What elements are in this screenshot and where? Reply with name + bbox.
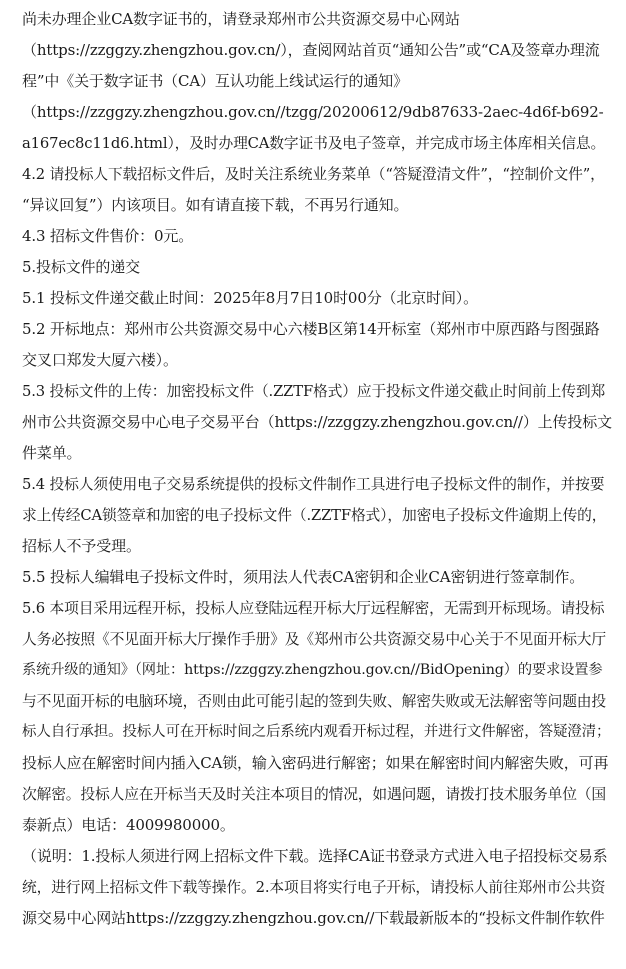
text-line: 4.2 请投标人下载招标文件后，及时关注系统业务菜单（“答疑澄清文件”，“控制价文件”，: [22, 166, 605, 183]
text-line: 交叉口郑发大厦六楼）。: [22, 351, 178, 369]
text-line: 州市公共资源交易中心电子交易平台（https://zzggzy.zhengzhou.gov.cn//）上传投标文: [22, 413, 612, 431]
section-heading: 5.投标文件的递交: [22, 258, 140, 276]
text-line: a167ec8c11d6.html），及时办理CA数字证书及电子签章，并完成市场主体库相关信息。: [22, 135, 606, 152]
text-line: （https://zzggzy.zhengzhou.gov.cn//tzgg/20200612/9db87633-2aec-4d6f-b692-: [22, 103, 604, 121]
text-line: 件菜单。: [22, 444, 82, 462]
text-line: 4.3 招标文件售价：0元。: [22, 227, 194, 245]
text-line: 人务必按照《不见面开标大厅操作手册》及《郑州市公共资源交易中心关于不见面开标大厅: [22, 631, 607, 648]
text-line: （https://zzggzy.zhengzhou.gov.cn/），查阅网站首页“通知公告”或“CA及签章办理流: [22, 41, 600, 59]
text-line: 5.1 投标文件递交截止时间：2025年8月7日10时00分（北京时间）。: [22, 289, 479, 307]
text-line: 泰新点）电话：4009980000。: [22, 816, 235, 834]
text-line: 求上传经CA锁签章和加密的电子投标文件（.ZZTF格式），加密电子投标文件逾期上传的，: [22, 507, 607, 524]
text-line: 次解密。投标人应在开标当天及时关注本项目的情况，如遇问题，请拨打技术服务单位（国: [22, 786, 607, 803]
text-line: “异议回复”）内该项目。如有请直接下载，不再另行通知。: [22, 196, 409, 214]
text-line: 投标人应在解密时间内插入CA锁，输入密码进行解密；如果在解密时间内解密失败，可再: [22, 754, 609, 772]
text-line: 5.3 投标文件的上传：加密投标文件（.ZZTF格式）应于投标文件递交截止时间前上传到郑: [22, 383, 606, 400]
text-line: 统，进行网上招标文件下载等操作。2.本项目将实行电子开标，请投标人前往郑州市公共资: [22, 879, 606, 896]
text-line: 源交易中心网站https://zzggzy.zhengzhou.gov.cn//下载最新版本的“投标文件制作软件: [22, 909, 605, 927]
text-line: 5.6 本项目采用远程开标，投标人应登陆远程开标大厅远程解密，无需到开标现场。请投标: [22, 600, 605, 617]
text-line: 5.5 投标人编辑电子投标文件时，须用法人代表CA密钥和企业CA密钥进行签章制作。: [22, 568, 585, 586]
document-body: [22, 4, 612, 934]
text-line: 5.2 开标地点：郑州市公共资源交易中心六楼B区第14开标室（郑州市中原西路与图强路: [22, 320, 600, 338]
text-line: 招标人不予受理。: [22, 537, 141, 555]
text-line: 5.4 投标人须使用电子交易系统提供的投标文件制作工具进行电子投标文件的制作，并按要: [22, 476, 605, 493]
text-line: 与不见面开标的电脑环境，否则由此可能引起的签到失败、解密失败或无法解密等问题由投: [22, 693, 607, 710]
text-line: 程”中《关于数字证书（CA）互认功能上线试运行的通知》: [22, 72, 408, 90]
text-line: 标人自行承担。投标人可在开标时间之后系统内观看开标过程，并进行文件解密，答疑澄清；: [22, 724, 611, 740]
text-line: 尚未办理企业CA数字证书的，请登录郑州市公共资源交易中心网站: [22, 10, 460, 28]
text-line: 系统升级的通知》（网址：https://zzggzy.zhengzhou.gov.cn//BidOpening）的要求设置参: [22, 662, 603, 678]
text-line: （说明：1.投标人须进行网上招标文件下载。选择CA证书登录方式进入电子招投标交易系: [22, 847, 608, 865]
